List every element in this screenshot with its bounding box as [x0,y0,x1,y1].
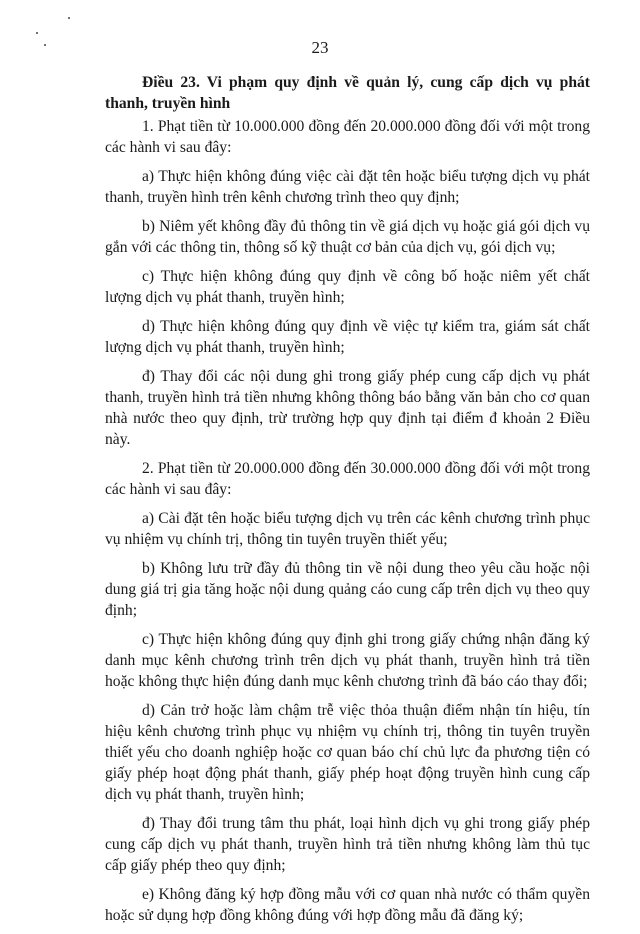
clause-1-point-a: a) Thực hiện không đúng việc cài đặt tên hoặc biểu tượng dịch vụ phát thanh, truyền hình trên kênh chương trình theo quy định; [105,168,590,206]
clause-2-point-c: c) Thực hiện không đúng quy định ghi trong giấy chứng nhận đăng ký danh mục kênh chương trình trên dịch vụ phát thanh, truyền hình trả tiền hoặc không thực hiện đúng danh mục kênh chương trình đã báo cáo thay đổi; [105,631,590,690]
clause-1-point-d: d) Thực hiện không đúng quy định về việc tự kiểm tra, giám sát chất lượng dịch vụ phát thanh, truyền hình; [105,318,590,356]
article-title: Điều 23. Vi phạm quy định về quản lý, cung cấp dịch vụ phát thanh, truyền hình [105,74,590,112]
clause-1-point-b: b) Niêm yết không đầy đủ thông tin về giá dịch vụ hoặc giá gói dịch vụ gắn với các thông tin, thông số kỹ thuật cơ bản của dịch vụ, gói dịch vụ; [105,218,590,256]
clause-2-point-dd: đ) Thay đổi trung tâm thu phát, loại hình dịch vụ ghi trong giấy phép cung cấp dịch vụ phát thanh, truyền hình trả tiền nhưng không làm thủ tục cấp giấy phép theo quy định; [105,815,590,874]
clause-1-point-c: c) Thực hiện không đúng quy định về công bố hoặc niêm yết chất lượng dịch vụ phát thanh, truyền hình; [105,268,590,306]
clause-2: 2. Phạt tiền từ 20.000.000 đồng đến 30.000.000 đồng đối với một trong các hành vi sau đây: [105,460,590,498]
clause-2-point-d: d) Cản trở hoặc làm chậm trễ việc thỏa thuận điểm nhận tín hiệu, tín hiệu kênh chương trình phục vụ nhiệm vụ chính trị, thông tin tuyên truyền thiết yếu cho doanh nghiệp hoặc cơ quan báo chí chủ lực đa phương tiện có giấy phép hoạt động phát thanh, giấy phép hoạt động truyền hình cung cấp dịch vụ phát thanh, truyền hình; [105,702,590,803]
page-number: 23 [311,38,329,57]
clause-2-point-b: b) Không lưu trữ đầy đủ thông tin về nội dung theo yêu cầu hoặc nội dung giá trị gia tăng hoặc nội dung quảng cáo cung cấp trên dịch vụ theo quy định; [105,560,590,619]
clause-2-point-a: a) Cài đặt tên hoặc biểu tượng dịch vụ trên các kênh chương trình phục vụ nhiệm vụ chính trị, thông tin tuyên truyền thiết yếu; [105,510,590,548]
clause-2-point-e: e) Không đăng ký hợp đồng mẫu với cơ quan nhà nước có thẩm quyền hoặc sử dụng hợp đồng không đúng với hợp đồng mẫu đã đăng ký; [105,886,590,924]
clause-1-point-dd: đ) Thay đổi các nội dung ghi trong giấy phép cung cấp dịch vụ phát thanh, truyền hình trả tiền nhưng không thông báo bằng văn bản cho cơ quan nhà nước theo quy định, trừ trường hợp quy định tại điểm đ khoản 2 Điều này. [105,368,590,448]
document-body [105,72,590,934]
scan-speck [68,17,70,19]
clause-1: 1. Phạt tiền từ 10.000.000 đồng đến 20.000.000 đồng đối với một trong các hành vi sau đây: [105,118,590,156]
scan-speck [36,32,38,34]
